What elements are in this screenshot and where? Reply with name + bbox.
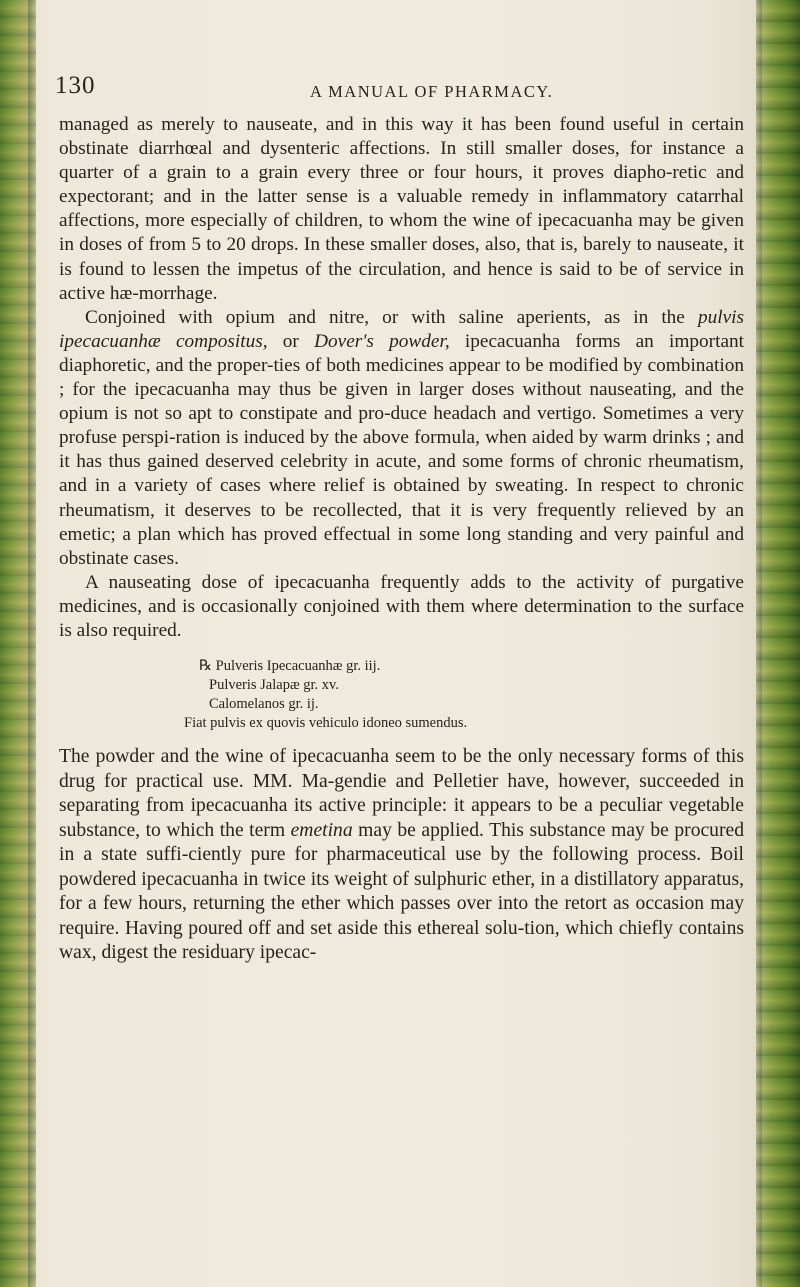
left-binding-edge xyxy=(0,0,36,1287)
right-binding-edge xyxy=(756,0,800,1287)
body-text xyxy=(59,113,744,966)
emetina-term: emetina xyxy=(290,819,353,841)
paragraph-4-text-b: may be applied. This substance may be procured in a state suffi-ciently pure for pharmaceutical use by the following process. Boil powdered ipecacuanha in twice its weight of sulphuric ether, in a distillatory apparatus, for a few hours, returning the ether which passes over into the retort as occasion may require. Having poured off and set aside this ethereal solu-tion, which chiefly contains wax, digest the residuary ipecac- xyxy=(59,819,744,964)
paragraph-2-text-b: or xyxy=(267,330,315,352)
formula-line-4: Fiat pulvis ex quovis vehiculo idoneo sumendus. xyxy=(184,715,468,732)
pulvis-ipecacuanhae-term: pulvis ipecacuanhæ compositus, xyxy=(59,306,744,352)
page-number: 130 xyxy=(55,72,96,99)
paragraph-2-text-a: Conjoined with opium and nitre, or with saline aperients, as in the xyxy=(85,306,698,328)
paragraph-3: A nauseating dose of ipecacuanha frequently adds to the activity of purgative medicines, and is occasionally conjoined with them where determination to the surface is also required. xyxy=(59,571,744,641)
formula-line-1: ℞ Pulveris Ipecacuanhæ gr. iij. xyxy=(199,658,381,675)
formula-line-2: Pulveris Jalapæ gr. xv. xyxy=(209,677,339,694)
paragraph-2-text-c: ipecacuanha forms an important diaphoretic, and the proper-ties of both medicines appear to be modified by combination ; for the ipecacuanha may thus be given in larger doses without nauseating, and the opium is not so apt to constipate and pro-duce headach and vertigo. Sometimes a very profuse perspi-ration is induced by the above formula, when aided by warm drinks ; and it has thus gained deserved celebrity in acute, and some forms of chronic rheumatism, and in a variety of cases where relief is obtained by sweating. In respect to chronic rheumatism, it deserves to be recollected, that it is very frequently relieved by an emetic; a plan which has proved effectual in some long standing and very painful and obstinate cases. xyxy=(59,330,745,569)
prescription-formula xyxy=(59,657,744,733)
paragraph-4 xyxy=(59,745,744,966)
paragraph-1: managed as merely to nauseate, and in this way it has been found useful in certain obstinate diarrhœal and dysenteric affections. In still smaller doses, for instance a quarter of a grain to a grain every three or four hours, it proves diapho-retic and expectorant; and in the latter sense is a valuable remedy in inflammatory catarrhal affections, more especially of children, to whom the wine of ipecacuanha may be given in doses of from 5 to 20 drops. In these smaller doses, also, that is, barely to nauseate, it is found to lessen the impetus of the circulation, and hence is said to be of service in active hæ-morrhage. xyxy=(59,114,744,304)
paragraph-2 xyxy=(59,306,744,571)
page-header xyxy=(55,72,735,112)
paragraph-4-text-a: The powder and the wine of ipecacuanha seem to be the only necessary forms of this drug for practical use. MM. Ma-gendie and Pelletier have, however, succeeded in separating from ipecacuanha its active principle: it appears to be a peculiar vegetable substance, to which the term xyxy=(59,746,744,841)
dovers-powder-term: Dover's powder, xyxy=(314,330,450,352)
running-head: A MANUAL OF PHARMACY. xyxy=(310,82,554,101)
formula-line-3: Calomelanos gr. ij. xyxy=(209,696,319,713)
